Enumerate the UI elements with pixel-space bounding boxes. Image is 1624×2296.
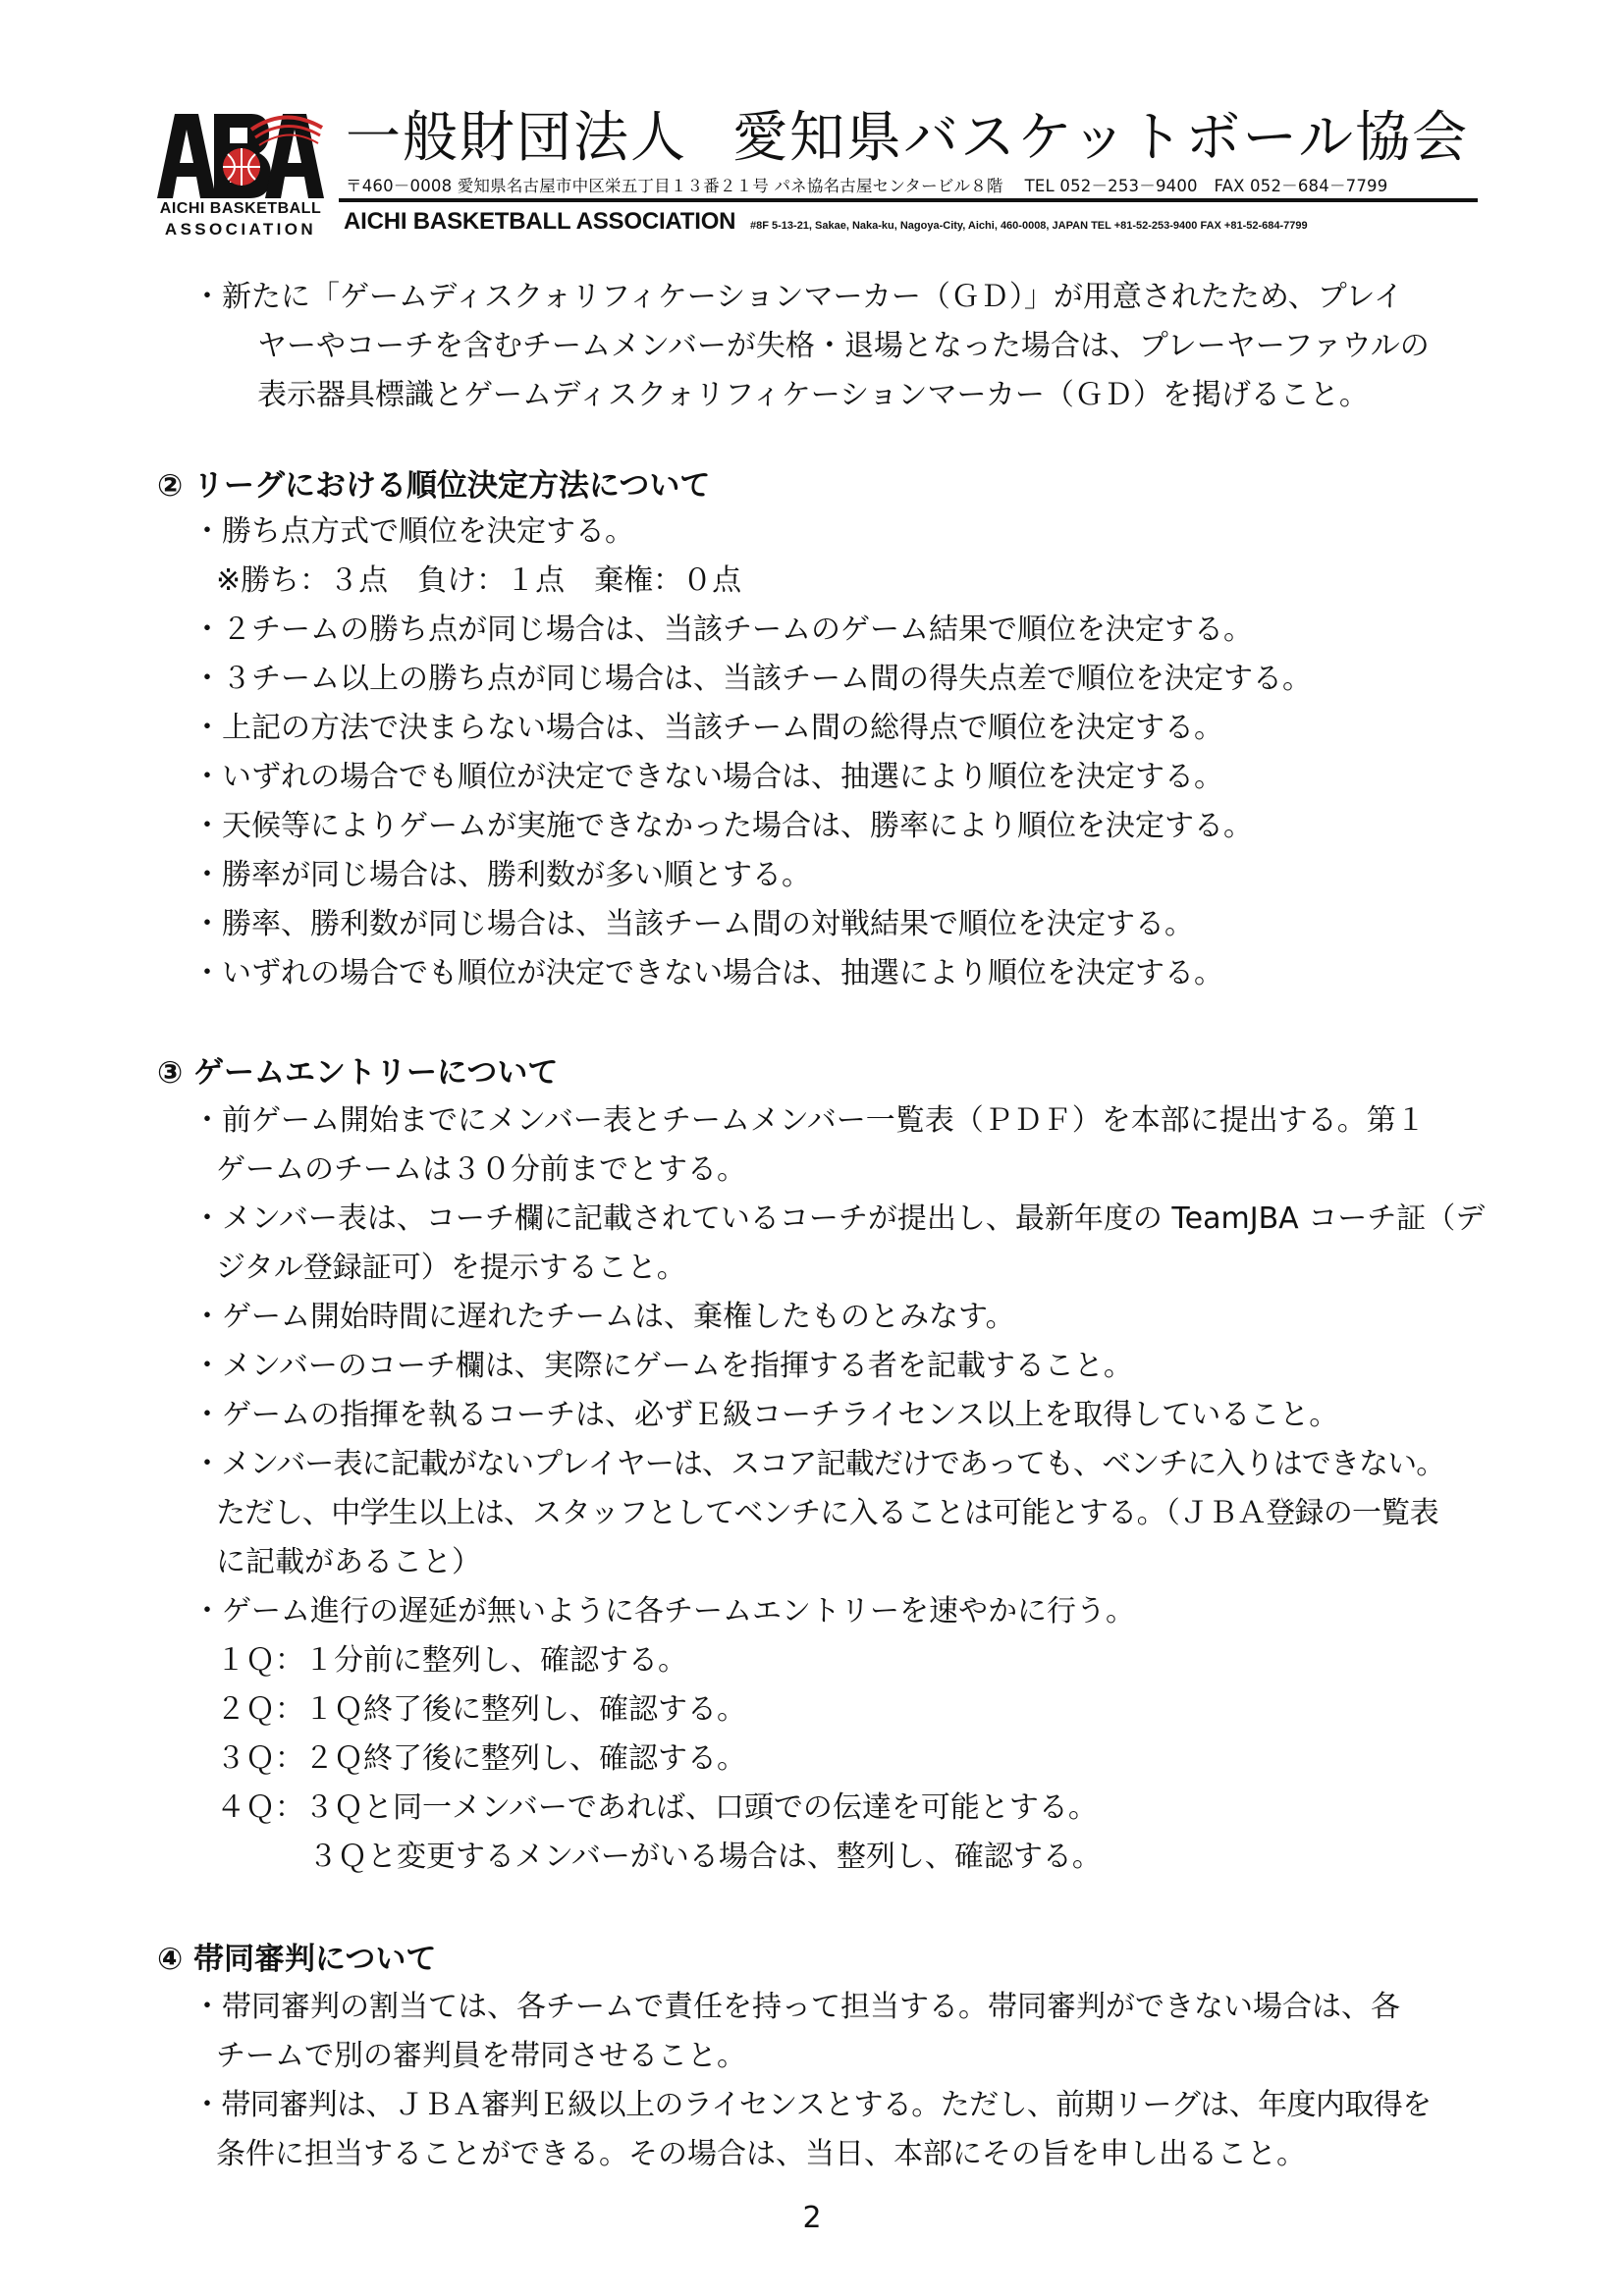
section-2-line: ・天候等によりゲームが実施できなかった場合は、勝率により順位を決定する。 [192,809,1253,843]
intro-line: ヤーやコーチを含むチームメンバーが失格・退場となった場合は、プレーヤーファウルの [257,329,1430,363]
address-english: #8F 5-13-21, Sakae, Naka-ku, Nagoya-City, Aichi, 460-0008, JAPAN TEL +81-52-253-9400 FAX +81-52-684-7799 [750,220,1308,232]
intro-line: 表示器具標識とゲームディスクォリフィケーションマーカー（ＧＤ）を掲げること。 [257,378,1369,412]
section-2-line: ・２チームの勝ち点が同じ場合は、当該チームのゲーム結果で順位を決定する。 [192,613,1253,647]
association-logo [157,110,324,247]
section-3-line: ・メンバー表に記載がないプレイヤーは、スコア記載だけであっても、ベンチに入りはできない。 [192,1447,1445,1481]
section-2-line: ・いずれの場合でも順位が決定できない場合は、抽選により順位を決定する。 [192,956,1223,990]
section-3-line: ４Ｑ：３Ｑと同一メンバーであれば、口頭での伝達を可能とする。 [216,1790,1098,1825]
section-2-line: ・３チーム以上の勝ち点が同じ場合は、当該チーム間の得失点差で順位を決定する。 [192,662,1312,696]
section-4-line: 条件に担当することができる。その場合は、当日、本部にその旨を申し出ること。 [216,2137,1306,2171]
organization-title [346,106,1469,171]
section-3-line: ３Ｑ：２Ｑ終了後に整列し、確認する。 [216,1741,746,1776]
section-3-line: ジタル登録証可）を提示すること。 [216,1251,686,1285]
section-3-line: ・メンバーのコーチ欄は、実際にゲームを指揮する者を記載すること。 [192,1349,1133,1383]
section-2-line: ※勝ち：３点 負け：１点 棄権：０点 [216,563,742,598]
section-2-line: ・いずれの場合でも順位が決定できない場合は、抽選により順位を決定する。 [192,760,1223,794]
section-3-line: に記載があること） [216,1545,481,1579]
section-3-line: ただし、中学生以上は、スタッフとしてベンチに入ることは可能とする。（ＪＢＡ登録の一覧表 [216,1496,1438,1530]
tel-fax-jp: TEL 052－253－9400 FAX 052－684－7799 [1024,177,1388,195]
section-2-line: ・勝ち点方式で順位を決定する。 [192,514,634,549]
section-2-line: ・勝率、勝利数が同じ場合は、当該チーム間の対戦結果で順位を決定する。 [192,907,1194,941]
section-2-heading: ② リーグにおける順位決定方法について [157,468,711,504]
section-3-line: ・前ゲーム開始までにメンバー表とチームメンバー一覧表（ＰＤＦ）を本部に提出する。第１ [192,1103,1426,1138]
section-2-line: ・勝率が同じ場合は、勝利数が多い順とする。 [192,858,811,892]
org-title-part2: 愛知県バスケットボール協会 [732,106,1470,170]
section-3-line: ・メンバー表は、コーチ欄に記載されているコーチが提出し、最新年度の TeamJBA コーチ証（デ [192,1201,1486,1236]
intro-line: ・新たに「ゲームディスクォリフィケーションマーカー（ＧＤ）」が用意されたため、プレイ [192,280,1403,314]
section-2-line: ・上記の方法で決まらない場合は、当該チーム間の総得点で順位を決定する。 [192,711,1223,745]
logo-caption-line1: AICHI BASKETBALL [159,200,322,217]
section-4-line: ・帯同審判の割当ては、各チームで責任を持って担当する。帯同審判ができない場合は、各 [192,1990,1400,2024]
section-4-line: チームで別の審判員を帯同させること。 [216,2039,746,2073]
aba-logo-mark [157,110,324,200]
section-3-line: ３Ｑと変更するメンバーがいる場合は、整列し、確認する。 [308,1840,1102,1874]
section-3-line: ２Ｑ：１Ｑ終了後に整列し、確認する。 [216,1692,746,1727]
section-4-line: ・帯同審判は、ＪＢＡ審判Ｅ級以上のライセンスとする。ただし、前期リーグは、年度内取得を [192,2088,1432,2122]
org-title-part1: 一般財団法人 [346,106,687,170]
section-3-heading: ③ ゲームエントリーについて [157,1055,559,1091]
address-jp-text: 〒460－0008 愛知県名古屋市中区栄五丁目１３番２１号 パネ協名古屋センタービル８階 [346,177,1003,195]
address-japanese [346,173,1387,196]
section-3-line: ゲームのチームは３０分前までとする。 [216,1152,746,1187]
section-3-line: ・ゲームの指揮を執るコーチは、必ずＥ級コーチライセンス以上を取得していること。 [192,1398,1339,1432]
section-4-heading: ④ 帯同審判について [157,1942,437,1977]
page-number: 2 [802,2201,822,2235]
association-name-english: AICHI BASKETBALL ASSOCIATION [344,208,736,235]
section-3-line: １Ｑ：１分前に整列し、確認する。 [216,1643,687,1678]
section-3-line: ・ゲーム開始時間に遅れたチームは、棄権したものとみなす。 [192,1300,1015,1334]
section-3-line: ・ゲーム進行の遅延が無いように各チームエントリーを速やかに行う。 [192,1594,1135,1629]
logo-caption-line2: ASSOCIATION [164,220,317,239]
header-rule [339,198,1478,202]
